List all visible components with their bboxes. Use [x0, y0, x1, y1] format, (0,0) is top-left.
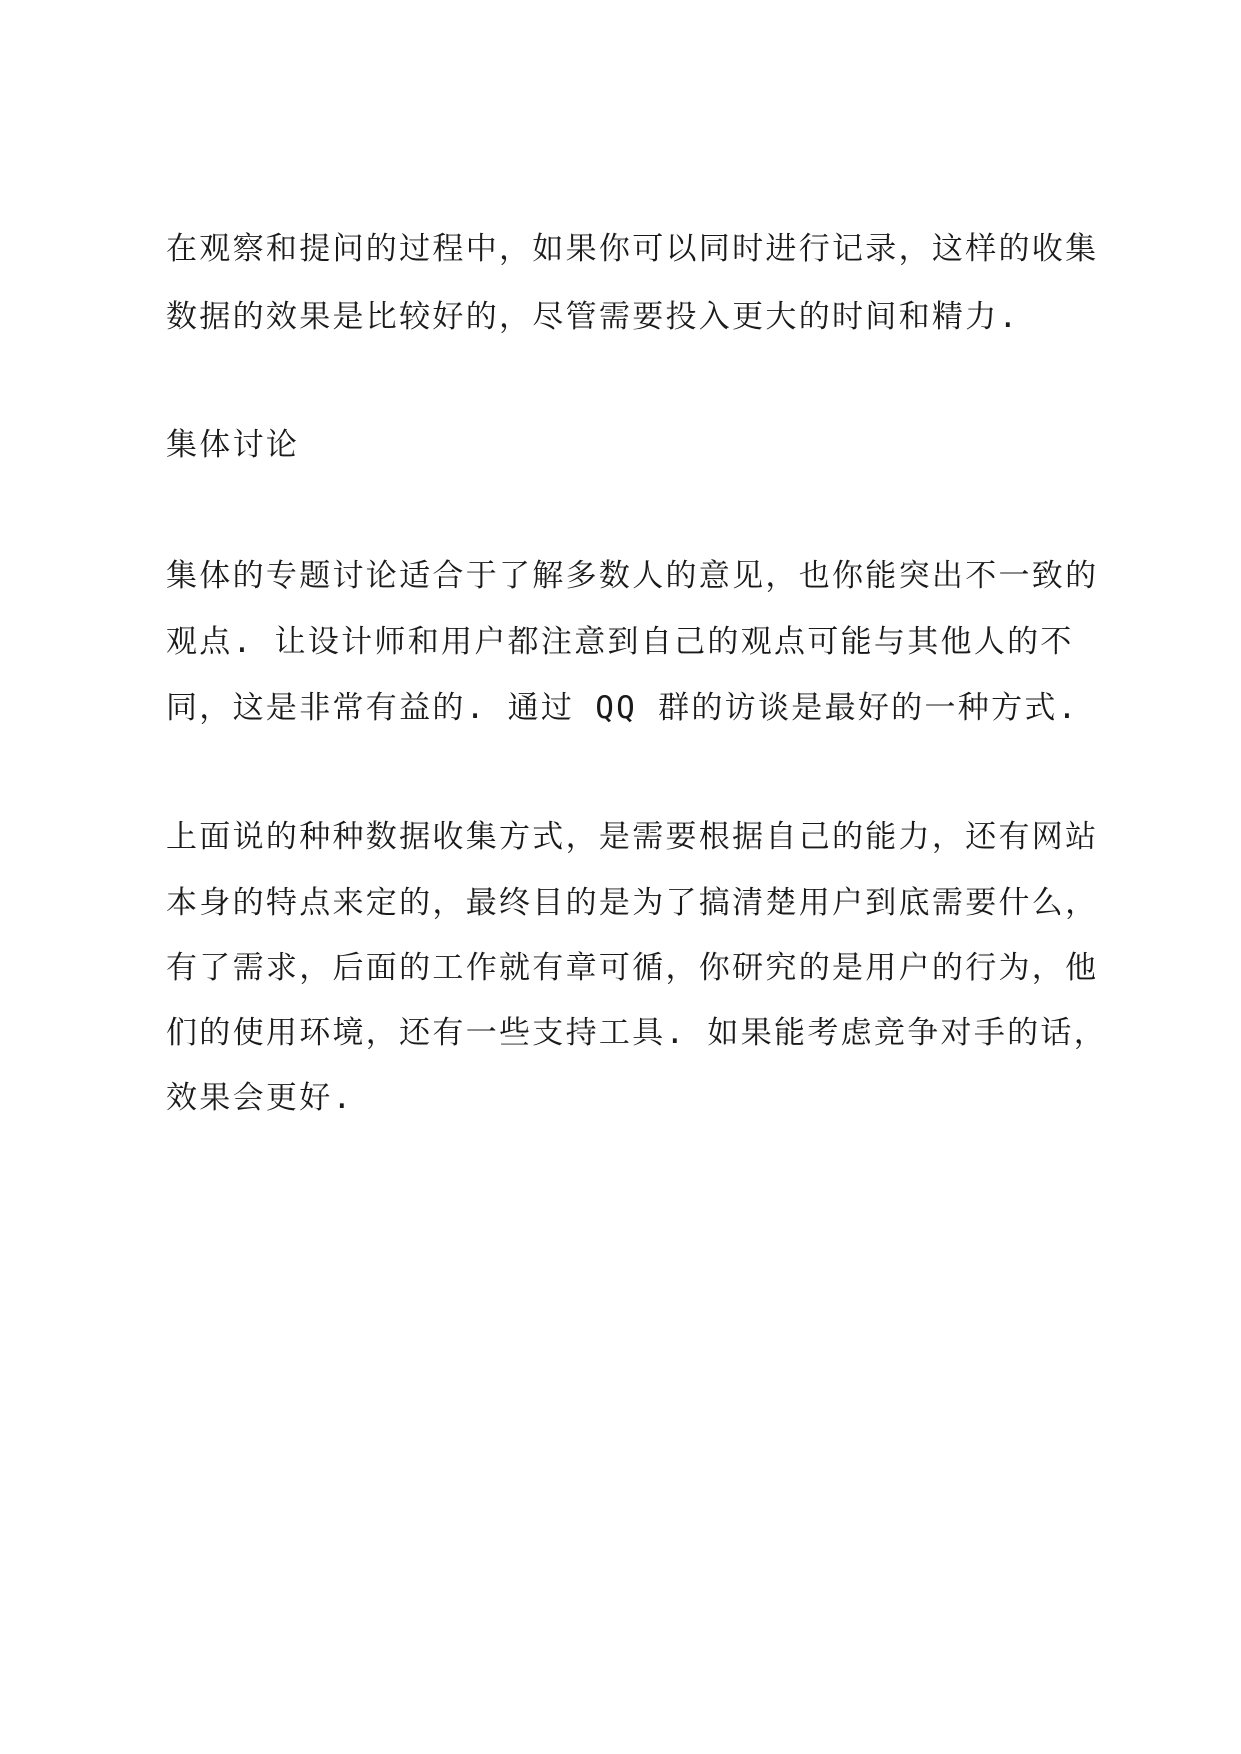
paragraph-1-line-2: 数据的效果是比较好的，尽管需要投入更大的时间和精力. [166, 299, 1020, 335]
paragraph-3-line-1: 上面说的种种数据收集方式，是需要根据自己的能力，还有网站 [166, 819, 1099, 855]
paragraph-3-line-4: 们的使用环境，还有一些支持工具. 如果能考虑竞争对手的话， [166, 1015, 1108, 1051]
paragraph-3-line-3: 有了需求，后面的工作就有章可循，你研究的是用户的行为，他 [166, 950, 1099, 986]
paragraph-3-line-5: 效果会更好. [166, 1080, 354, 1116]
section-heading: 集体讨论 [166, 427, 300, 463]
paragraph-1-line-1: 在观察和提问的过程中，如果你可以同时进行记录，这样的收集 [166, 231, 1099, 267]
paragraph-2-line-1: 集体的专题讨论适合于了解多数人的意见，也你能突出不一致的 [166, 558, 1099, 594]
paragraph-3-line-2: 本身的特点来定的，最终目的是为了搞清楚用户到底需要什么， [166, 885, 1099, 921]
paragraph-2-line-2: 观点. 让设计师和用户都注意到自己的观点可能与其他人的不 [166, 624, 1074, 660]
paragraph-2-line-3: 同，这是非常有益的. 通过 QQ 群的访谈是最好的一种方式. [166, 690, 1079, 726]
